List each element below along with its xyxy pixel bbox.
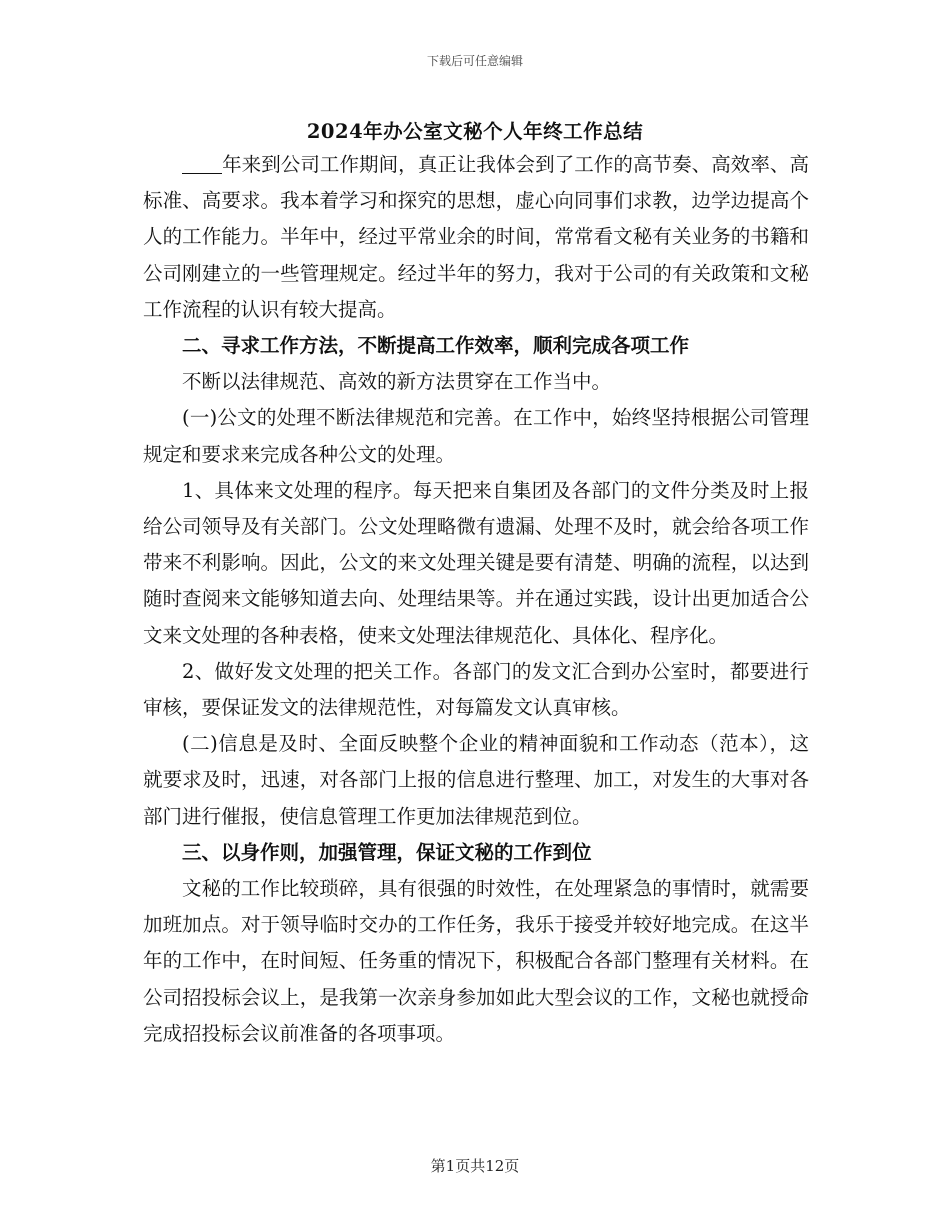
section-2-point-1: 1、具体来文处理的程序。每天把来自集团及各部门的文件分类及时上报给公司领导及有关部门。公文处理略微有遗漏、处理不及时，就会给各项工作带来不利影响。因此，公文的来文处理关键是要有清楚、明确的流程，以达到随时查阅来文能够知道去向、处理结果等。并在通过实践，设计出更加适合公文来文处理的各种表格，使来文处理法律规范化、具体化、程序化。 xyxy=(143,478,809,647)
document-body xyxy=(143,147,809,1052)
section-2-item-2: (二)信息是及时、全面反映整个企业的精神面貌和工作动态（范本），这就要求及时，迅速，对各部门上报的信息进行整理、加工，对发生的大事对各部门进行催报，使信息管理工作更加法律规范到位。 xyxy=(143,732,809,828)
page-number: 第1页共12页 xyxy=(430,1157,520,1175)
section-2-point-2: 2、做好发文处理的把关工作。各部门的发文汇合到办公室时，都要进行审核，要保证发文的法律规范性，对每篇发文认真审核。 xyxy=(143,659,809,720)
fill-in-blank xyxy=(182,153,222,174)
section-2-intro: 不断以法律规范、高效的新方法贯穿在工作当中。 xyxy=(182,370,612,394)
section-2-heading: 二、寻求工作方法，不断提高工作效率，顺利完成各项工作 xyxy=(182,334,690,358)
page-header-note: 下载后可任意编辑 xyxy=(426,54,523,68)
section-3-text: 文秘的工作比较琐碎，具有很强的时效性，在处理紧急的事情时，就需要加班加点。对于领导临时交办的工作任务，我乐于接受并较好地完成。在这半年的工作中，在时间短、任务重的情况下，积极配合各部门整理有关材料。在公司招投标会议上，是我第一次亲身参加如此大型会议的工作，文秘也就授命完成招投标会议前准备的各项事项。 xyxy=(143,877,809,1045)
intro-text: 年来到公司工作期间，真正让我体会到了工作的高节奏、高效率、高标准、高要求。我本着学习和探究的思想，虚心向同事们求教，边学边提高个人的工作能力。半年中，经过平常业余的时间，常常看文秘有关业务的书籍和公司刚建立的一些管理规定。经过半年的努力，我对于公司的有关政策和文秘工作流程的认识有较大提高。 xyxy=(143,153,809,321)
document-title: 2024年办公室文秘个人年终工作总结 xyxy=(306,120,644,143)
intro-paragraph xyxy=(143,147,809,328)
section-3-heading: 三、以身作则，加强管理，保证文秘的工作到位 xyxy=(182,840,592,864)
section-2-item-1: (一)公文的处理不断法律规范和完善。在工作中，始终坚持根据公司管理规定和要求来完成各种公文的处理。 xyxy=(143,406,809,466)
